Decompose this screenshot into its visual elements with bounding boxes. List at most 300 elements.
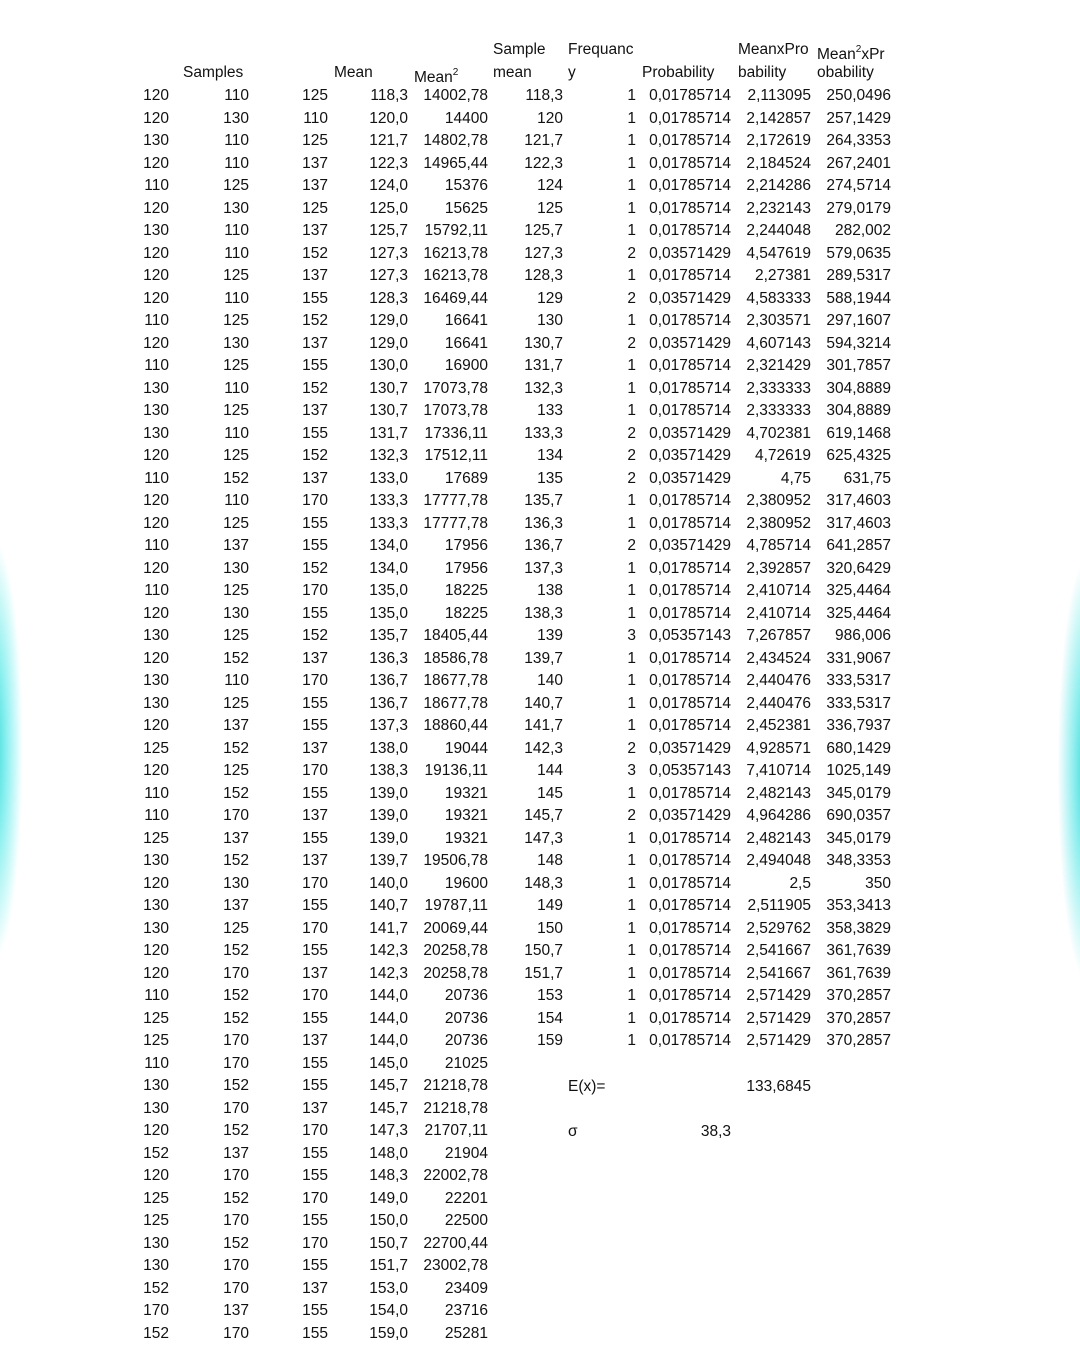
- distribution-row-sample-mean-cell: 140,7: [524, 694, 563, 712]
- distribution-row-mean-squared-x-probability-cell: 333,5317: [826, 694, 891, 712]
- distribution-row-mean-squared-x-probability-cell: 690,0357: [826, 807, 891, 824]
- distribution-row-sample-mean-cell: 154: [537, 1009, 563, 1027]
- samples-row-mean-cell: 130,7: [369, 379, 408, 397]
- distribution-row-mean-x-probability-cell: 2,440476: [746, 694, 811, 712]
- distribution-row-frequency-cell: 3: [627, 762, 636, 779]
- distribution-row-frequency-cell: 1: [627, 199, 636, 217]
- samples-row-sample-1-cell: 125: [143, 829, 169, 847]
- header-sample-mean-line2: mean: [493, 64, 532, 81]
- samples-row-sample-1-cell: 120: [143, 874, 169, 892]
- distribution-row-mean-x-probability-cell: 4,607143: [746, 334, 811, 352]
- samples-row-mean-squared-cell: 19321: [444, 784, 488, 802]
- samples-row-sample-3-cell: 137: [302, 1279, 328, 1297]
- samples-row-mean-cell: 150,0: [369, 1212, 408, 1229]
- distribution-row-sample-mean-cell: 148,3: [524, 874, 563, 892]
- samples-row-mean-squared-cell: 17689: [444, 469, 488, 487]
- samples-row-mean-cell: 144,0: [369, 987, 408, 1004]
- samples-row-mean-squared-cell: 23409: [444, 1279, 488, 1297]
- samples-row-mean-cell: 139,7: [369, 852, 408, 869]
- samples-row-mean-squared-cell: 19136,11: [424, 762, 488, 779]
- samples-row-mean-cell: 148,0: [369, 1144, 408, 1162]
- distribution-row-mean-squared-x-probability-cell: 345,0179: [826, 784, 891, 802]
- distribution-row-frequency-cell: 1: [627, 514, 636, 532]
- distribution-row-mean-squared-x-probability-cell: 370,2857: [826, 1009, 891, 1027]
- distribution-row-frequency-cell: 1: [627, 717, 636, 734]
- samples-row-sample-2-cell: 152: [223, 1077, 249, 1094]
- distribution-row-frequency-cell: 1: [627, 267, 636, 284]
- distribution-row-frequency-cell: 1: [627, 492, 636, 509]
- samples-row-mean-cell: 122,3: [369, 154, 408, 172]
- samples-row-sample-2-cell: 125: [223, 447, 249, 464]
- samples-row-sample-3-cell: 155: [302, 829, 328, 847]
- distribution-row-frequency-cell: 1: [627, 379, 636, 397]
- samples-row-sample-3-cell: 170: [302, 919, 328, 937]
- distribution-row-mean-squared-x-probability-cell: 317,4603: [826, 514, 891, 532]
- samples-row-sample-3-cell: 152: [302, 244, 328, 262]
- samples-row-sample-2-cell: 125: [223, 627, 249, 644]
- samples-row-sample-1-cell: 120: [143, 492, 169, 509]
- distribution-row-probability-cell: 0,01785714: [649, 987, 731, 1004]
- samples-row-mean-cell: 127,3: [369, 244, 408, 262]
- sigma-value: 38,3: [700, 1123, 731, 1140]
- samples-row-sample-2-cell: 110: [224, 132, 249, 149]
- distribution-row-frequency-cell: 1: [627, 132, 636, 149]
- distribution-row-mean-squared-x-probability-cell: 680,1429: [826, 739, 891, 757]
- distribution-row-probability-cell: 0,01785714: [649, 177, 731, 194]
- samples-row-mean-squared-cell: 19600: [444, 874, 488, 892]
- samples-row-sample-2-cell: 170: [223, 1032, 249, 1049]
- samples-row-mean-squared-cell: 14002,78: [423, 87, 488, 104]
- samples-row-sample-2-cell: 125: [223, 919, 249, 937]
- distribution-row-mean-squared-x-probability-cell: 594,3214: [826, 334, 891, 352]
- samples-row-mean-cell: 149,0: [369, 1189, 408, 1207]
- distribution-row-mean-squared-x-probability-cell: 297,1607: [826, 312, 891, 329]
- samples-row-sample-2-cell: 125: [223, 402, 249, 419]
- samples-row-sample-2-cell: 125: [223, 177, 249, 194]
- expectation-value: 133,6845: [746, 1078, 811, 1095]
- samples-row-sample-3-cell: 125: [302, 87, 328, 104]
- samples-row-mean-cell: 137,3: [369, 717, 408, 734]
- distribution-row-frequency-cell: 1: [627, 694, 636, 712]
- samples-row-sample-2-cell: 110: [224, 379, 249, 397]
- samples-row-sample-1-cell: 125: [143, 1032, 169, 1049]
- distribution-row-mean-squared-x-probability-cell: 353,3413: [826, 897, 891, 914]
- samples-row-mean-squared-cell: 16469,44: [423, 289, 488, 307]
- samples-row-sample-1-cell: 130: [143, 672, 169, 689]
- samples-row-sample-3-cell: 125: [302, 199, 328, 217]
- samples-row-sample-2-cell: 125: [223, 762, 249, 779]
- distribution-row-probability-cell: 0,01785714: [649, 559, 731, 577]
- header-probability: Probability: [642, 64, 715, 81]
- distribution-row-mean-x-probability-cell: 2,214286: [746, 177, 811, 194]
- samples-row-mean-squared-cell: 16641: [444, 312, 488, 329]
- distribution-row-mean-squared-x-probability-cell: 282,002: [834, 222, 891, 239]
- distribution-row-sample-mean-cell: 145: [537, 784, 563, 802]
- distribution-row-sample-mean-cell: 139: [537, 627, 563, 644]
- distribution-row-probability-cell: 0,01785714: [649, 964, 731, 982]
- distribution-row-probability-cell: 0,01785714: [649, 604, 731, 622]
- distribution-row-mean-squared-x-probability-cell: 320,6429: [826, 559, 891, 577]
- distribution-row-mean-x-probability-cell: 4,583333: [746, 289, 811, 307]
- distribution-row-mean-x-probability-cell: 2,321429: [746, 357, 811, 374]
- samples-row-mean-squared-cell: 20258,78: [423, 964, 488, 982]
- samples-row-sample-2-cell: 110: [224, 87, 249, 104]
- samples-row-sample-2-cell: 152: [223, 739, 249, 757]
- samples-row-sample-3-cell: 170: [302, 987, 328, 1004]
- distribution-row-sample-mean-cell: 138,3: [524, 604, 563, 622]
- distribution-row-frequency-cell: 1: [627, 1009, 636, 1027]
- samples-row-mean-cell: 129,0: [369, 312, 408, 329]
- distribution-row-sample-mean-cell: 131,7: [524, 357, 563, 374]
- distribution-row-probability-cell: 0,03571429: [649, 289, 731, 307]
- distribution-row-sample-mean-cell: 145,7: [524, 807, 563, 824]
- samples-row-sample-1-cell: 110: [144, 469, 169, 487]
- samples-row-sample-3-cell: 152: [302, 447, 328, 464]
- distribution-row-mean-x-probability-cell: 2,482143: [746, 829, 811, 847]
- samples-row-sample-3-cell: 155: [302, 1077, 328, 1094]
- samples-row-mean-squared-cell: 17956: [444, 559, 488, 577]
- distribution-row-mean-x-probability-cell: 2,5: [789, 874, 811, 892]
- distribution-row-sample-mean-cell: 127,3: [524, 244, 563, 262]
- samples-row-sample-2-cell: 130: [223, 559, 249, 577]
- distribution-row-frequency-cell: 1: [627, 222, 636, 239]
- samples-row-sample-1-cell: 120: [143, 717, 169, 734]
- distribution-row-probability-cell: 0,03571429: [649, 244, 731, 262]
- samples-row-sample-2-cell: 130: [223, 109, 249, 127]
- distribution-row-probability-cell: 0,01785714: [649, 402, 731, 419]
- samples-row-mean-cell: 139,0: [369, 807, 408, 824]
- distribution-row-mean-x-probability-cell: 4,928571: [746, 739, 811, 757]
- distribution-row-mean-squared-x-probability-cell: 631,75: [843, 469, 891, 487]
- samples-row-mean-cell: 131,7: [369, 424, 408, 442]
- samples-row-sample-3-cell: 155: [302, 1212, 328, 1229]
- distribution-row-sample-mean-cell: 134: [537, 447, 563, 464]
- samples-row-mean-cell: 136,7: [369, 694, 408, 712]
- samples-row-mean-cell: 144,0: [369, 1009, 408, 1027]
- distribution-row-sample-mean-cell: 136,7: [524, 537, 563, 554]
- samples-row-sample-1-cell: 120: [143, 267, 169, 284]
- samples-row-sample-2-cell: 137: [223, 1302, 249, 1319]
- distribution-row-frequency-cell: 1: [627, 109, 636, 127]
- samples-row-mean-squared-cell: 17073,78: [423, 402, 488, 419]
- samples-row-mean-squared-cell: 21218,78: [423, 1077, 488, 1094]
- samples-row-sample-3-cell: 137: [302, 402, 328, 419]
- samples-row-sample-3-cell: 137: [302, 222, 328, 239]
- samples-row-sample-3-cell: 170: [302, 874, 328, 892]
- samples-row-mean-cell: 124,0: [369, 177, 408, 194]
- distribution-row-probability-cell: 0,01785714: [649, 154, 731, 172]
- distribution-row-probability-cell: 0,03571429: [649, 739, 731, 757]
- distribution-row-mean-x-probability-cell: 2,244048: [746, 222, 811, 239]
- samples-row-mean-squared-cell: 14965,44: [423, 154, 488, 172]
- distribution-row-probability-cell: 0,01785714: [649, 199, 731, 217]
- samples-row-sample-3-cell: 170: [302, 582, 328, 599]
- distribution-row-mean-squared-x-probability-cell: 264,3353: [826, 132, 891, 149]
- distribution-row-sample-mean-cell: 135: [537, 469, 563, 487]
- distribution-row-frequency-cell: 1: [627, 964, 636, 982]
- samples-row-mean-squared-cell: 25281: [444, 1324, 488, 1342]
- distribution-row-sample-mean-cell: 125: [537, 199, 563, 217]
- samples-row-mean-cell: 150,7: [369, 1234, 408, 1252]
- distribution-row-frequency-cell: 2: [627, 289, 636, 307]
- distribution-row-mean-squared-x-probability-cell: 336,7937: [826, 717, 891, 734]
- samples-row-sample-2-cell: 125: [223, 514, 249, 532]
- distribution-row-mean-x-probability-cell: 2,184524: [746, 154, 811, 172]
- samples-row-mean-squared-cell: 18405,44: [423, 627, 488, 644]
- distribution-row-mean-x-probability-cell: 2,440476: [746, 672, 811, 689]
- samples-row-sample-2-cell: 125: [223, 267, 249, 284]
- samples-row-sample-1-cell: 130: [143, 897, 169, 914]
- distribution-row-probability-cell: 0,01785714: [649, 897, 731, 914]
- header-mean-sq-x-prob-line2: obability: [817, 64, 874, 81]
- samples-row-sample-3-cell: 170: [302, 492, 328, 509]
- samples-row-sample-1-cell: 110: [144, 177, 169, 194]
- samples-row-sample-1-cell: 120: [143, 334, 169, 352]
- distribution-row-sample-mean-cell: 130,7: [524, 334, 563, 352]
- samples-row-sample-3-cell: 155: [302, 1324, 328, 1342]
- distribution-row-sample-mean-cell: 137,3: [524, 559, 563, 577]
- samples-row-sample-2-cell: 137: [223, 1144, 249, 1162]
- distribution-row-mean-squared-x-probability-cell: 370,2857: [826, 987, 891, 1004]
- distribution-row-sample-mean-cell: 148: [537, 852, 563, 869]
- distribution-row-mean-squared-x-probability-cell: 274,5714: [826, 177, 891, 194]
- distribution-row-mean-x-probability-cell: 2,482143: [746, 784, 811, 802]
- distribution-row-probability-cell: 0,01785714: [649, 672, 731, 689]
- samples-row-sample-3-cell: 155: [302, 357, 328, 374]
- samples-row-sample-2-cell: 110: [224, 672, 249, 689]
- distribution-row-probability-cell: 0,01785714: [649, 582, 731, 599]
- distribution-row-probability-cell: 0,05357143: [649, 762, 731, 779]
- distribution-row-probability-cell: 0,01785714: [649, 267, 731, 284]
- distribution-row-frequency-cell: 1: [627, 874, 636, 892]
- samples-row-sample-3-cell: 137: [302, 852, 328, 869]
- distribution-row-probability-cell: 0,03571429: [649, 447, 731, 464]
- samples-row-sample-1-cell: 120: [143, 447, 169, 464]
- distribution-row-probability-cell: 0,01785714: [649, 874, 731, 892]
- distribution-row-mean-x-probability-cell: 2,541667: [746, 942, 811, 959]
- distribution-row-mean-squared-x-probability-cell: 641,2857: [826, 537, 891, 554]
- samples-row-sample-2-cell: 110: [224, 222, 249, 239]
- distribution-row-mean-squared-x-probability-cell: 267,2401: [826, 154, 891, 172]
- samples-row-sample-2-cell: 152: [223, 784, 249, 802]
- samples-row-mean-squared-cell: 15625: [444, 199, 488, 217]
- distribution-row-mean-squared-x-probability-cell: 361,7639: [826, 964, 891, 982]
- samples-row-sample-3-cell: 170: [302, 762, 328, 779]
- distribution-row-sample-mean-cell: 159: [537, 1032, 563, 1049]
- distribution-row-frequency-cell: 1: [627, 919, 636, 937]
- samples-row-mean-squared-cell: 20736: [444, 1032, 488, 1049]
- samples-row-sample-1-cell: 130: [143, 852, 169, 869]
- samples-row-sample-2-cell: 125: [223, 582, 249, 599]
- distribution-row-mean-x-probability-cell: 4,702381: [746, 424, 811, 442]
- distribution-row-probability-cell: 0,01785714: [649, 942, 731, 959]
- samples-row-mean-cell: 151,7: [369, 1257, 408, 1274]
- distribution-row-mean-squared-x-probability-cell: 331,9067: [826, 649, 891, 667]
- distribution-row-sample-mean-cell: 130: [537, 312, 563, 329]
- samples-row-sample-3-cell: 170: [302, 1234, 328, 1252]
- header-frequency-line1: Frequanc: [568, 41, 634, 58]
- distribution-row-probability-cell: 0,01785714: [649, 829, 731, 847]
- samples-row-mean-cell: 135,0: [369, 582, 408, 599]
- distribution-row-mean-x-probability-cell: 2,541667: [746, 964, 811, 982]
- samples-row-sample-3-cell: 155: [302, 1257, 328, 1274]
- samples-row-mean-cell: 140,0: [369, 874, 408, 892]
- samples-row-mean-squared-cell: 18860,44: [423, 717, 488, 734]
- samples-row-mean-squared-cell: 17336,11: [424, 424, 488, 442]
- distribution-row-mean-squared-x-probability-cell: 986,006: [834, 627, 891, 644]
- distribution-row-sample-mean-cell: 150: [537, 919, 563, 937]
- samples-row-mean-squared-cell: 14400: [444, 109, 488, 127]
- distribution-row-mean-x-probability-cell: 4,72619: [754, 447, 811, 464]
- distribution-row-sample-mean-cell: 149: [537, 897, 563, 914]
- distribution-row-mean-squared-x-probability-cell: 350: [865, 874, 891, 892]
- samples-row-mean-squared-cell: 22500: [444, 1212, 488, 1229]
- distribution-row-mean-squared-x-probability-cell: 1025,149: [826, 762, 891, 779]
- samples-row-mean-cell: 147,3: [369, 1122, 408, 1139]
- distribution-row-probability-cell: 0,03571429: [649, 424, 731, 442]
- samples-row-sample-2-cell: 170: [223, 1054, 249, 1072]
- samples-row-sample-3-cell: 155: [302, 1302, 328, 1319]
- samples-row-mean-cell: 154,0: [369, 1302, 408, 1319]
- samples-row-sample-3-cell: 152: [302, 559, 328, 577]
- distribution-row-mean-x-probability-cell: 2,172619: [746, 132, 811, 149]
- distribution-row-mean-x-probability-cell: 2,529762: [746, 919, 811, 937]
- samples-row-mean-cell: 133,3: [369, 514, 408, 532]
- samples-row-mean-squared-cell: 20736: [444, 987, 488, 1004]
- samples-row-sample-3-cell: 170: [302, 672, 328, 689]
- samples-row-sample-3-cell: 155: [302, 1144, 328, 1162]
- samples-row-sample-2-cell: 110: [224, 424, 249, 442]
- samples-row-mean-squared-cell: 19044: [444, 739, 488, 757]
- samples-row-sample-2-cell: 152: [223, 649, 249, 667]
- distribution-row-mean-x-probability-cell: 2,571429: [746, 987, 811, 1004]
- samples-row-sample-2-cell: 170: [223, 1167, 249, 1184]
- distribution-row-frequency-cell: 2: [627, 447, 636, 464]
- distribution-row-mean-x-probability-cell: 2,333333: [746, 402, 811, 419]
- samples-row-mean-squared-cell: 21707,11: [424, 1122, 488, 1139]
- samples-row-sample-2-cell: 110: [224, 244, 249, 262]
- samples-row-sample-1-cell: 130: [143, 379, 169, 397]
- samples-row-mean-squared-cell: 18677,78: [423, 672, 488, 689]
- samples-row-sample-2-cell: 130: [223, 334, 249, 352]
- samples-row-mean-squared-cell: 19506,78: [423, 852, 488, 869]
- samples-row-sample-1-cell: 152: [143, 1279, 169, 1297]
- samples-row-mean-cell: 138,3: [369, 762, 408, 779]
- samples-row-mean-cell: 142,3: [369, 942, 408, 959]
- distribution-row-sample-mean-cell: 124: [537, 177, 563, 194]
- samples-row-sample-1-cell: 110: [144, 312, 169, 329]
- samples-row-mean-squared-cell: 23002,78: [423, 1257, 488, 1274]
- samples-row-mean-cell: 130,0: [369, 357, 408, 374]
- distribution-row-mean-squared-x-probability-cell: 348,3353: [826, 852, 891, 869]
- distribution-row-frequency-cell: 1: [627, 87, 636, 104]
- distribution-row-mean-squared-x-probability-cell: 304,8889: [826, 402, 891, 419]
- samples-row-mean-cell: 121,7: [369, 132, 408, 149]
- samples-row-mean-squared-cell: 16900: [444, 357, 488, 374]
- samples-row-sample-2-cell: 170: [223, 1324, 249, 1342]
- samples-row-sample-1-cell: 120: [143, 964, 169, 982]
- samples-row-mean-cell: 134,0: [369, 559, 408, 577]
- samples-row-mean-squared-cell: 21218,78: [423, 1099, 488, 1117]
- samples-row-mean-squared-cell: 22700,44: [423, 1234, 488, 1252]
- distribution-row-frequency-cell: 2: [627, 537, 636, 554]
- samples-row-sample-2-cell: 137: [223, 897, 249, 914]
- distribution-row-frequency-cell: 1: [627, 1032, 636, 1049]
- samples-row-sample-2-cell: 170: [223, 1099, 249, 1117]
- samples-row-sample-2-cell: 152: [223, 942, 249, 959]
- samples-row-mean-squared-cell: 17777,78: [423, 514, 488, 532]
- distribution-row-frequency-cell: 1: [627, 154, 636, 172]
- distribution-row-frequency-cell: 1: [627, 672, 636, 689]
- samples-row-mean-cell: 125,7: [369, 222, 408, 239]
- distribution-row-mean-x-probability-cell: 4,964286: [746, 807, 811, 824]
- distribution-row-mean-x-probability-cell: 2,571429: [746, 1032, 811, 1049]
- samples-row-sample-2-cell: 170: [223, 1279, 249, 1297]
- samples-row-sample-1-cell: 110: [144, 1054, 169, 1072]
- distribution-row-mean-x-probability-cell: 2,380952: [746, 514, 811, 532]
- distribution-row-sample-mean-cell: 141,7: [524, 717, 563, 734]
- distribution-row-mean-squared-x-probability-cell: 301,7857: [826, 357, 891, 374]
- samples-row-sample-1-cell: 120: [143, 87, 169, 104]
- samples-row-sample-3-cell: 152: [302, 312, 328, 329]
- distribution-row-frequency-cell: 1: [627, 649, 636, 667]
- samples-row-mean-squared-cell: 18225: [444, 582, 488, 599]
- samples-row-mean-squared-cell: 19321: [444, 829, 488, 847]
- samples-row-mean-cell: 145,7: [369, 1077, 408, 1094]
- distribution-row-sample-mean-cell: 129: [537, 289, 563, 307]
- samples-row-sample-1-cell: 125: [143, 1009, 169, 1027]
- samples-row-sample-2-cell: 130: [223, 874, 249, 892]
- distribution-row-probability-cell: 0,03571429: [649, 334, 731, 352]
- distribution-row-frequency-cell: 1: [627, 829, 636, 847]
- samples-row-sample-1-cell: 120: [143, 942, 169, 959]
- distribution-row-sample-mean-cell: 151,7: [524, 964, 563, 982]
- samples-row-mean-squared-cell: 20069,44: [423, 919, 488, 937]
- samples-row-sample-3-cell: 152: [302, 627, 328, 644]
- samples-row-mean-squared-cell: 23716: [444, 1302, 488, 1319]
- samples-row-sample-1-cell: 130: [143, 424, 169, 442]
- distribution-row-mean-x-probability-cell: 2,494048: [746, 852, 811, 869]
- header-samples: Samples: [183, 64, 244, 81]
- samples-row-mean-cell: 134,0: [369, 537, 408, 554]
- samples-row-sample-1-cell: 120: [143, 559, 169, 577]
- distribution-row-mean-x-probability-cell: 2,452381: [746, 717, 811, 734]
- distribution-row-probability-cell: 0,01785714: [649, 919, 731, 937]
- samples-row-sample-1-cell: 125: [143, 1212, 169, 1229]
- samples-row-mean-cell: 133,3: [369, 492, 408, 509]
- samples-row-sample-3-cell: 137: [302, 1032, 328, 1049]
- samples-row-mean-squared-cell: 21025: [444, 1054, 488, 1072]
- samples-row-sample-3-cell: 110: [303, 109, 328, 127]
- distribution-row-mean-squared-x-probability-cell: 304,8889: [826, 379, 891, 397]
- samples-row-mean-cell: 136,3: [369, 649, 408, 667]
- distribution-row-mean-x-probability-cell: 2,232143: [746, 199, 811, 217]
- samples-row-sample-2-cell: 110: [224, 492, 249, 509]
- samples-row-sample-3-cell: 137: [302, 964, 328, 982]
- distribution-row-mean-x-probability-cell: 2,511905: [747, 897, 811, 914]
- samples-row-sample-3-cell: 155: [302, 514, 328, 532]
- samples-row-mean-cell: 140,7: [369, 897, 408, 914]
- samples-row-sample-3-cell: 137: [302, 649, 328, 667]
- distribution-row-mean-x-probability-cell: 2,303571: [746, 312, 811, 329]
- samples-row-sample-1-cell: 170: [143, 1302, 169, 1319]
- samples-row-sample-2-cell: 152: [223, 1234, 249, 1252]
- samples-row-sample-2-cell: 110: [224, 154, 249, 172]
- samples-row-mean-cell: 145,0: [369, 1054, 408, 1072]
- samples-row-sample-3-cell: 137: [302, 469, 328, 487]
- distribution-row-mean-squared-x-probability-cell: 317,4603: [826, 492, 891, 509]
- samples-row-sample-1-cell: 125: [143, 1189, 169, 1207]
